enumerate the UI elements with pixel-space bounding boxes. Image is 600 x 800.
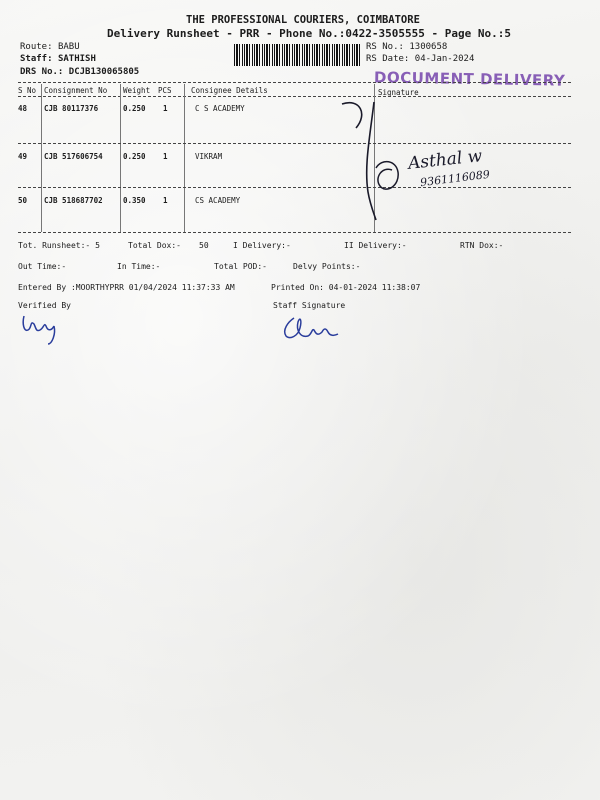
barcode [234,44,360,66]
receiver-signature-name: Asthal w [407,146,484,174]
total-dox-value: 50 [199,241,209,250]
route-value: BABU [57,42,80,52]
row-50-weight: 0.350 [123,196,146,205]
document-delivery-stamp: DOCUMENT DELIVERY [373,68,566,90]
printed-on: Printed On: 04-01-2024 11:38:07 [271,283,421,292]
rs-no-line [366,42,447,52]
drs-line [20,67,139,77]
row-49-consignee: VIKRAM [195,152,223,161]
row-50-sno: 50 [18,196,28,205]
entered-by: Entered By :MOORTHYPRR 01/04/2024 11:37:33 AM [18,283,235,292]
row-49-pcs: 1 [163,152,168,161]
table-top-divider [18,82,571,83]
row-50-consignment: CJB 518687702 [44,196,103,205]
rs-date-value: 04-Jan-2024 [414,54,475,64]
out-time: Out Time:- [18,262,67,271]
in-time: In Time:- [117,262,161,271]
runsheet-subtitle: Delivery Runsheet - PRR - Phone No.:0422-3505555 - Page No.:5 [107,27,511,40]
col-consignment: Consignment No [44,86,108,95]
route-label: Route: [20,42,53,52]
col-divider-2 [120,84,121,232]
col-signature: Signature [378,88,419,97]
total-pod: Total POD:- [214,262,267,271]
staff-value: SATHISH [57,54,96,64]
ii-delivery: II Delivery:- [344,241,407,250]
row-49-consignment: CJB 517606754 [44,152,103,161]
col-divider-3 [184,84,185,232]
row-49-weight: 0.250 [123,152,146,161]
row-48-pcs: 1 [163,104,168,113]
receiver-signature-phone: 9361116089 [419,167,491,190]
drs-label: DRS No.: [20,67,64,77]
rs-no-value: 1300658 [409,42,448,52]
staff-signature-mark [278,314,348,344]
i-delivery: I Delivery:- [233,241,291,250]
verified-by-label: Verified By [18,301,71,310]
col-pcs: PCS [158,86,172,95]
col-weight: Weight [123,86,151,95]
verifier-signature-mark [18,310,68,348]
rs-date-line [366,54,474,64]
staff-signature-label: Staff Signature [273,301,346,310]
row-48-consignment: CJB 80117376 [44,104,99,113]
rtn-dox: RTN Dox:- [460,241,504,250]
company-title: THE PROFESSIONAL COURIERS, COIMBATORE [186,14,420,26]
total-runsheet: Tot. Runsheet:- 5 [18,241,100,250]
col-divider-1 [41,84,42,232]
total-dox-label: Total Dox:- [128,241,181,250]
delvy-points: Delvy Points:- [293,262,361,271]
row-49-sno: 49 [18,152,28,161]
staff-line [20,54,96,64]
row-50-pcs: 1 [163,196,168,205]
route-line [20,42,80,52]
rs-no-label: RS No.: [366,42,404,52]
col-consignee: Consignee Details [191,86,268,95]
row-48-sno: 48 [18,104,28,113]
col-sno: S No [18,86,37,95]
row-48-weight: 0.250 [123,104,146,113]
staff-label: Staff: [20,54,53,64]
rs-date-label: RS Date: [366,54,410,64]
drs-value: DCJB130065805 [68,67,140,77]
row-48-consignee: C S ACADEMY [195,104,245,113]
row-50-consignee: CS ACADEMY [195,196,241,205]
